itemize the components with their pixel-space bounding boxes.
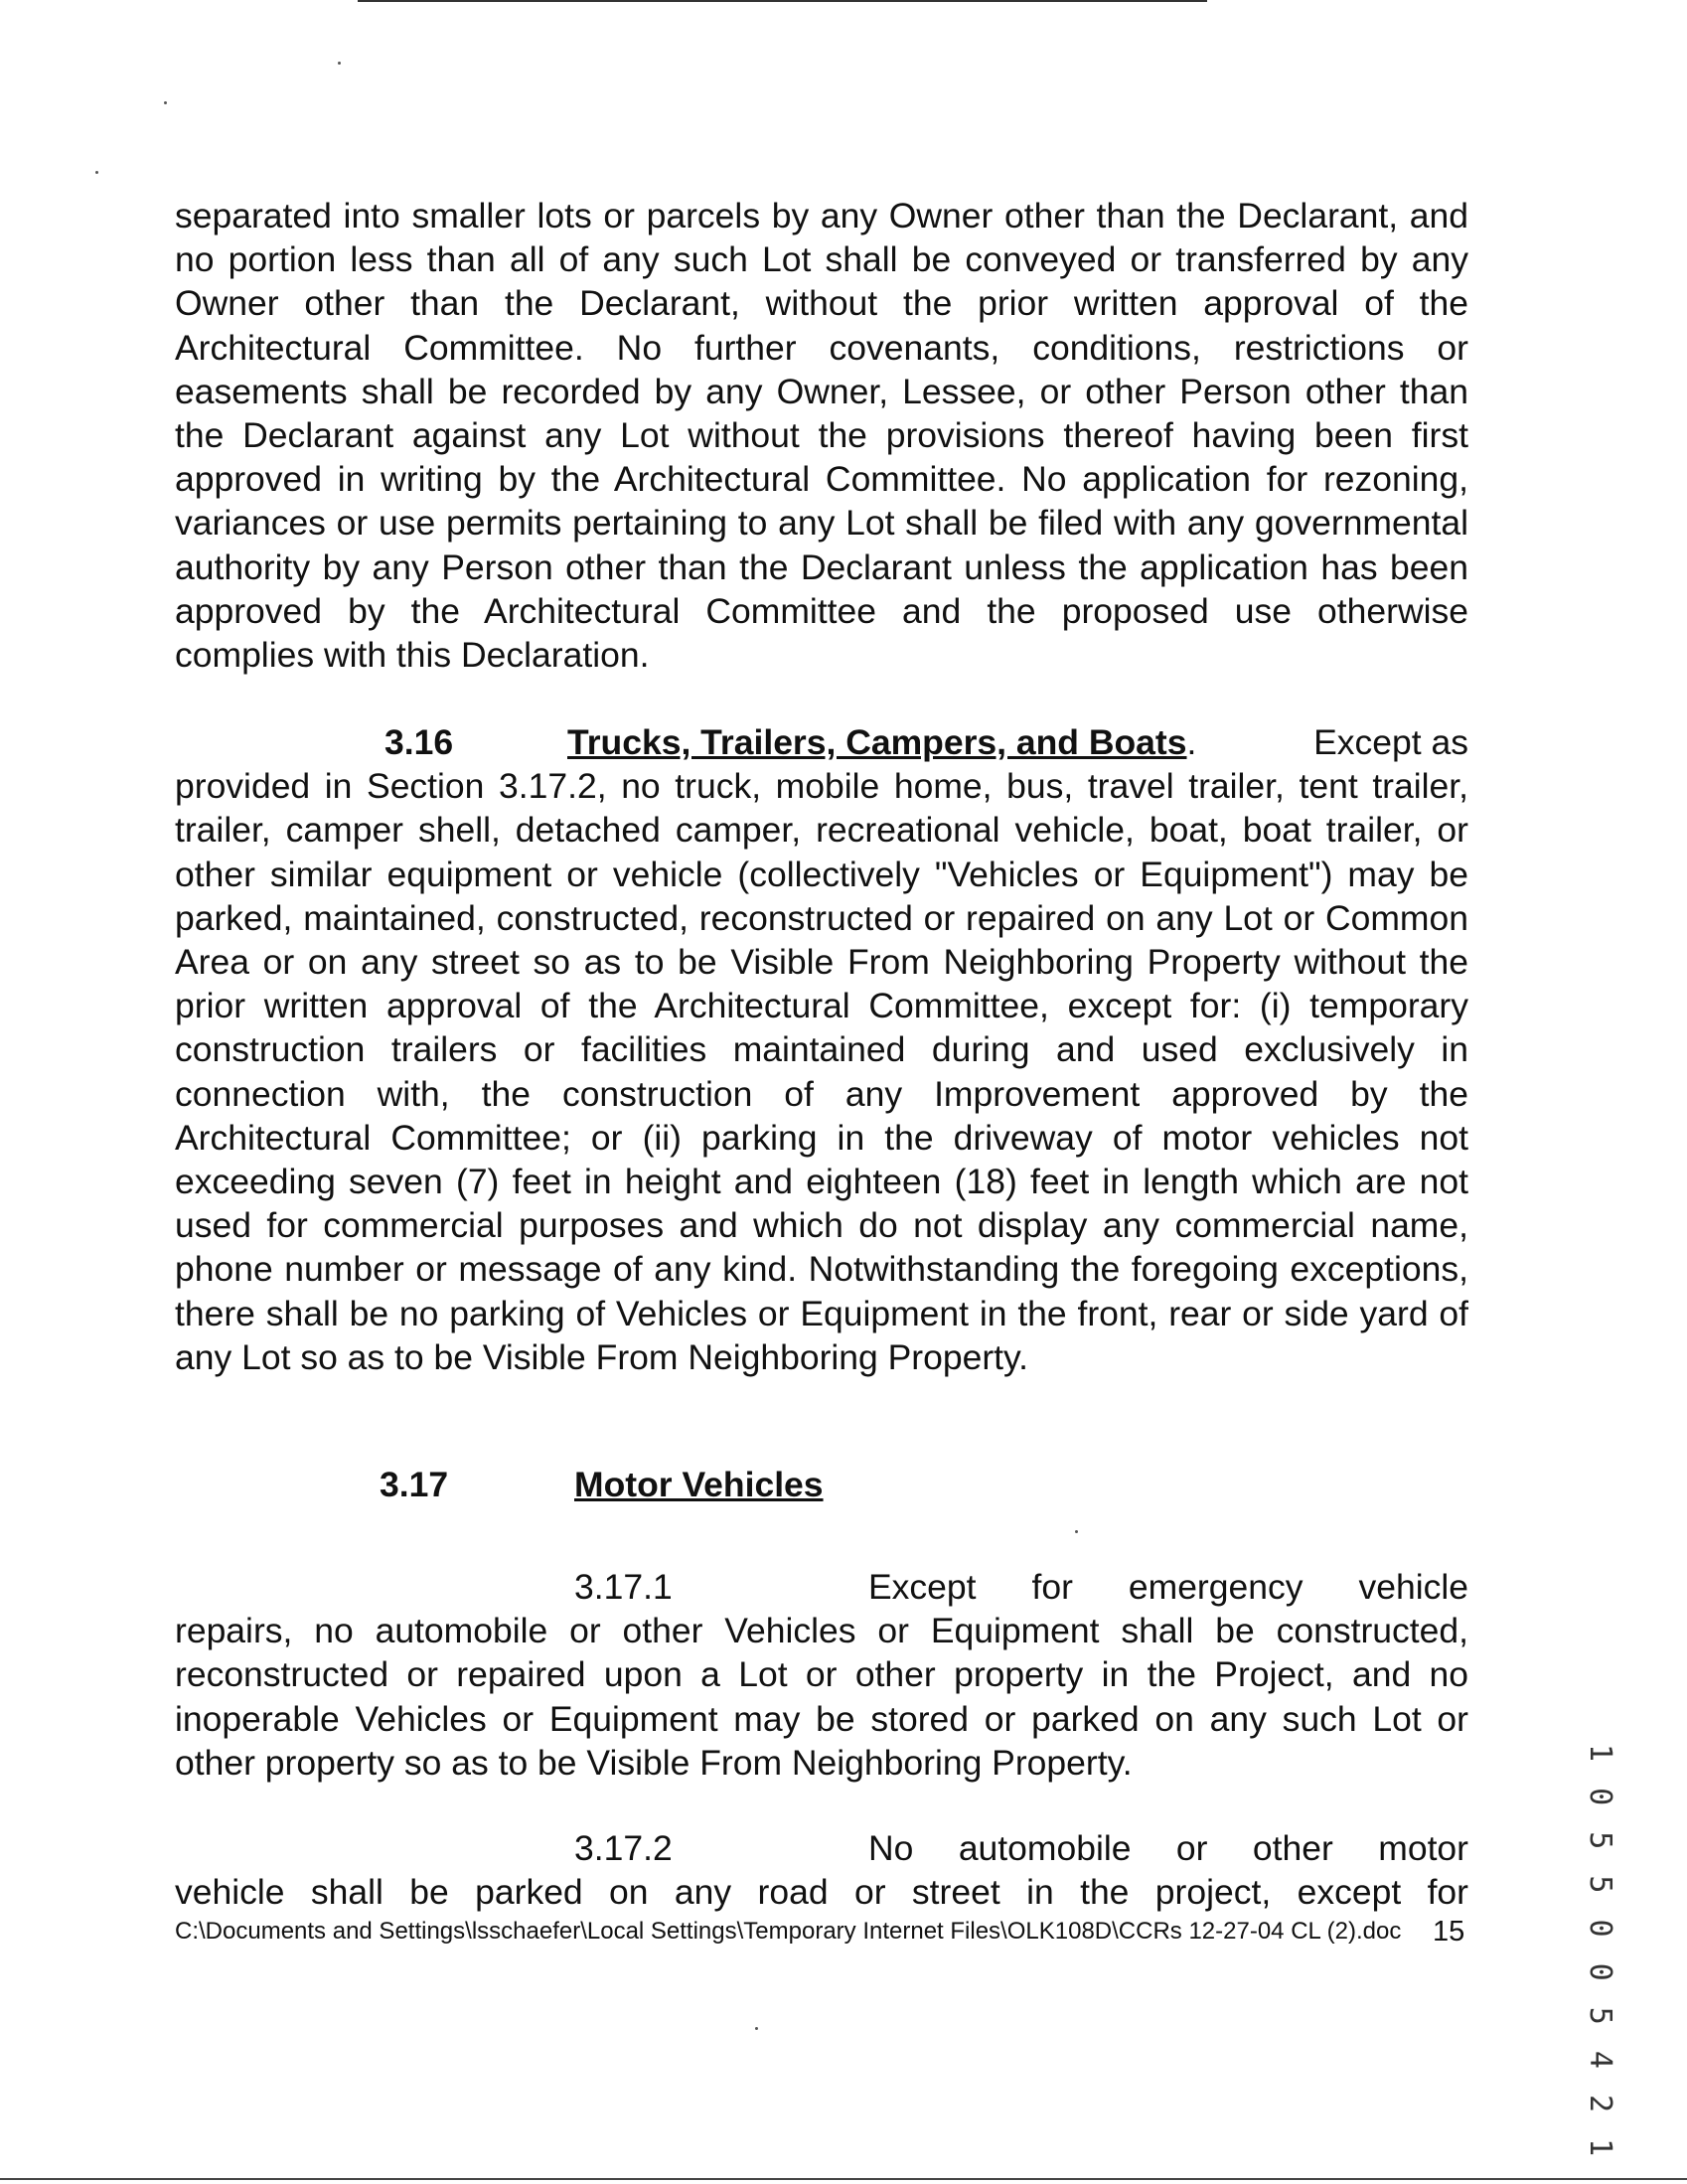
section-3-17-1-first-line	[175, 1565, 1468, 1609]
section-3-17-1	[175, 1565, 1468, 1785]
scan-speck	[95, 171, 98, 174]
section-3-16-number: 3.16	[384, 722, 454, 762]
lead-word: vehicle	[1358, 1567, 1468, 1607]
section-3-16-lead: Except as	[1313, 722, 1468, 762]
scan-speck	[338, 62, 341, 65]
lead-word: Except	[868, 1567, 977, 1607]
section-3-17-title: Motor Vehicles	[574, 1465, 824, 1504]
footer-file-path: C:\Documents and Settings\lsschaefer\Local Settings\Temporary Internet Files\OLK108D\CCRs 12-27-04 CL (2).doc	[175, 1918, 1402, 1945]
section-3-17-2-lead	[868, 1826, 1468, 1870]
section-3-17-2-body: vehicle shall be parked on any road or street in the project, except for	[175, 1872, 1468, 1913]
section-3-17-2-number: 3.17.2	[574, 1828, 673, 1868]
lead-word: automobile	[958, 1828, 1132, 1868]
section-3-17-2-first-line	[175, 1826, 1468, 1870]
lead-word: or	[1175, 1828, 1208, 1868]
section-3-17-1-number: 3.17.1	[574, 1567, 673, 1607]
margin-bates-stamp: 1 0 5 5 0 0 5 4 2 1	[1583, 1744, 1617, 2161]
scan-bottom-edge	[0, 2178, 1687, 2180]
period: .	[1186, 722, 1197, 762]
lead-word: for	[1031, 1567, 1073, 1607]
section-3-16	[175, 720, 1468, 1379]
page-number: 15	[1433, 1916, 1465, 1948]
lead-word: motor	[1378, 1828, 1468, 1868]
section-3-16-title: Trucks, Trailers, Campers, and Boats	[567, 722, 1187, 762]
section-3-16-first-line	[175, 720, 1468, 764]
paragraph-top: separated into smaller lots or parcels by any Owner other than the Declarant, and no portion less than all of any such Lot shall be conveyed or transferred by any Owner other than the Declarant, without the prior written approval of the Architectural Committee. No further covenants, conditions, restrictions or easements shall be recorded by any Owner, Lessee, or other Person other than the Declarant against any Lot without the provisions thereof having been first approved in writing by the Architectural Committee. No application for rezoning, variances or use permits pertaining to any Lot shall be filed with any governmental authority by any Person other than the Declarant unless the application has been approved by the Architectural Committee and the proposed use otherwise complies with this Declaration.	[175, 196, 1468, 676]
lead-word: No	[868, 1828, 914, 1868]
lead-word: other	[1252, 1828, 1333, 1868]
section-3-17-number: 3.17	[380, 1465, 449, 1504]
scan-speck	[164, 101, 167, 104]
scan-top-edge	[358, 0, 1207, 2]
scan-speck	[1075, 1530, 1078, 1533]
scan-speck	[755, 2027, 758, 2030]
section-3-16-heading-group	[175, 720, 1196, 764]
section-3-16-body: provided in Section 3.17.2, no truck, mobile home, bus, travel trailer, tent trailer, trailer, camper shell, detached camper, recreational vehicle, boat, boat trailer, or other similar equipment or vehicle (collectively "Vehicles or Equipment") may be parked, maintained, constructed, reconstructed or repaired on any Lot or Common Area or on any street so as to be Visible From Neighboring Property without the prior written approval of the Architectural Committee, except for: (i) temporary construction trailers or facilities maintained during and used exclusively in connection with, the construction of any Improvement approved by the Architectural Committee; or (ii) parking in the driveway of motor vehicles not exceeding seven (7) feet in height and eighteen (18) feet in length which are not used for commercial purposes and which do not display any commercial name, phone number or message of any kind. Notwithstanding the foregoing exceptions, there shall be no parking of Vehicles or Equipment in the front, rear or side yard of any Lot so as to be Visible From Neighboring Property.	[175, 766, 1468, 1377]
section-3-17-1-lead	[868, 1565, 1468, 1609]
lead-word: emergency	[1128, 1567, 1304, 1607]
section-3-17-1-body: repairs, no automobile or other Vehicles or Equipment shall be constructed, reconstructed or repaired upon a Lot or other property in the Project, and no inoperable Vehicles or Equipment may be stored or parked on any such Lot or other property so as to be Visible From Neighboring Property.	[175, 1611, 1468, 1783]
section-3-17-2	[175, 1826, 1468, 1914]
